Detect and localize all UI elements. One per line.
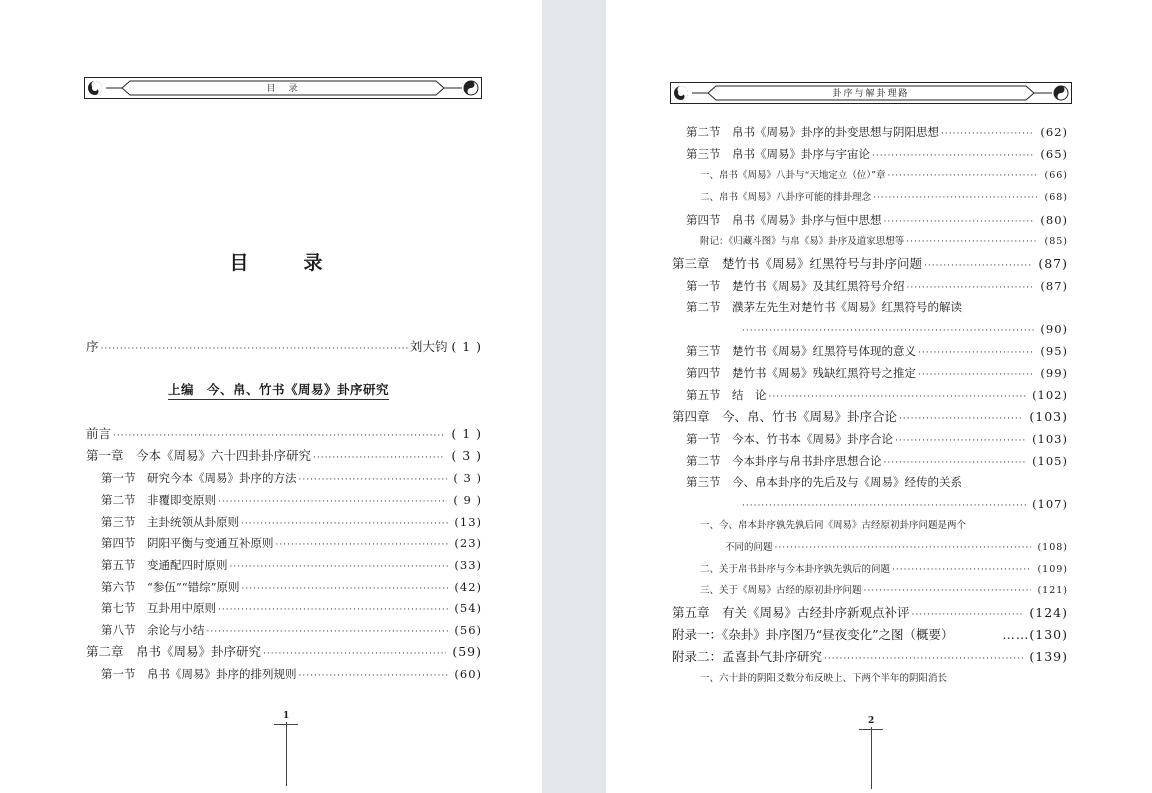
entry-title: 前言 [86, 426, 112, 441]
leader-dots [872, 146, 1034, 166]
entry-title: 第四章 今、帛、竹书《周易》卦序合论 [672, 409, 898, 424]
page-ref: (54) [454, 601, 482, 615]
entry-title: 附录一：《杂卦》卦序图乃“昼夜变化”之图（概要） [672, 627, 954, 642]
leader-dots [299, 666, 449, 686]
entry-title: 第一章 今本《周易》六十四卦卦序研究 [86, 448, 312, 463]
page-ref: (107) [1032, 497, 1068, 511]
leader-dots [864, 581, 1032, 601]
page-ref: (13) [454, 515, 482, 529]
entry-title: 第二节 濮茅左先生对楚竹书《周易》红黑符号的解读 [686, 300, 962, 314]
leader-dots [276, 535, 449, 555]
page-ref: (108) [1037, 542, 1068, 553]
page-ref: (87) [1040, 279, 1068, 293]
toc-preface[interactable] [86, 337, 482, 357]
leader-dots [884, 212, 1035, 232]
page-ref: (62) [1040, 125, 1068, 139]
page-ref: ( 1 ) [451, 426, 482, 441]
entry-title: 第二章 帛书《周易》卦序研究 [86, 644, 262, 659]
entry-title: 第六节 “参伍”“错综”原则 [101, 580, 240, 594]
left-page [0, 0, 542, 793]
entry-title: 一、今、帛本卦序孰先孰后同《周易》古经原初卦序问题是两个 [700, 520, 967, 531]
toc-entry[interactable] [686, 144, 1068, 164]
entry-title: 第四节 帛书《周易》卦序与恒中思想 [686, 213, 882, 227]
page-ref: ( 9 ) [453, 493, 482, 507]
page-ref: (109) [1037, 564, 1068, 575]
leader-dots [775, 538, 1032, 558]
toc-entry[interactable] [672, 625, 1068, 645]
entry-title: 第三章 楚竹书《周易》红黑符号与卦序问题 [672, 256, 923, 271]
toc-entry[interactable] [700, 166, 1068, 186]
leader-dots [941, 124, 1034, 144]
entry-title: 第四节 楚竹书《周易》残缺红黑符号之推定 [686, 366, 916, 380]
page-ref: (102) [1032, 388, 1068, 402]
page-ref: (121) [1037, 585, 1068, 596]
toc-entry[interactable] [700, 188, 1068, 208]
toc-entry[interactable] [686, 122, 1068, 142]
page-ref: (42) [454, 580, 482, 594]
preface-title: 序 [86, 339, 99, 354]
page-ref: (65) [1040, 147, 1068, 161]
entry-title: 附录二：孟喜卦气卦序研究 [672, 649, 823, 664]
toc-entry[interactable] [672, 254, 1068, 274]
toc-entry[interactable] [101, 533, 482, 553]
leader-dots [242, 579, 449, 599]
toc-entry[interactable] [686, 429, 1068, 449]
toc-entry[interactable] [700, 232, 1068, 252]
toc-entry-continuation[interactable] [740, 319, 1068, 339]
page-mark [286, 722, 287, 786]
page-mark [871, 727, 872, 789]
right-page [606, 0, 1152, 793]
toc-entry-continuation[interactable] [725, 538, 1068, 558]
page-ref: (87) [1038, 256, 1068, 271]
entry-title: 二、关于帛书卦序与今本卦序孰先孰后的问题 [700, 564, 891, 575]
page-ref: (95) [1040, 344, 1068, 358]
toc-entry[interactable] [672, 647, 1068, 667]
leader-dots [899, 409, 1023, 429]
page-ref: (90) [1040, 322, 1068, 336]
leader-dots [892, 560, 1031, 580]
toc-entry[interactable] [700, 516, 966, 536]
toc-entry[interactable] [86, 424, 482, 444]
toc-entry[interactable] [86, 446, 482, 466]
toc-entry[interactable] [686, 472, 962, 492]
leader-dots [230, 557, 449, 577]
entry-title: 第二节 今本卦序与帛书卦序思想合论 [686, 454, 882, 468]
page-ref: (85) [1044, 236, 1068, 247]
part-title: 上编 今、帛、竹书《周易》卦序研究 [168, 380, 389, 400]
toc-entry[interactable] [686, 210, 1068, 230]
page-ref: (66) [1044, 170, 1068, 181]
entry-title: 第五节 变通配四时原则 [101, 558, 228, 572]
leader-dots [263, 644, 446, 664]
leader-dots [824, 649, 1023, 669]
toc-entry[interactable] [700, 581, 1068, 601]
leader-dots [918, 343, 1034, 363]
toc-entry[interactable] [101, 598, 482, 618]
leader-dots [218, 600, 448, 620]
toc-entry-continuation[interactable] [740, 494, 1068, 514]
entry-title: 一、六十卦的阴阳爻数分布反映上、下两个半年的阴阳消长 [700, 673, 948, 684]
page-ref: (139) [1029, 649, 1068, 664]
leader-dots [313, 448, 445, 468]
entry-title: 三、关于《周易》古经的原初卦序问题 [700, 585, 862, 596]
entry-title: 第一节 楚竹书《周易》及其红黑符号介绍 [686, 279, 905, 293]
page-ref: (56) [454, 623, 482, 637]
header-text: 目 录 [266, 84, 300, 94]
page-ref: ……(130) [1002, 627, 1068, 642]
entry-title: 第二节 非覆即变原则 [101, 493, 216, 507]
leader-dots [887, 166, 1038, 186]
toc-entry[interactable] [101, 512, 482, 532]
leader-dots [113, 426, 445, 446]
leader-dots [912, 605, 1024, 625]
leader-dots [742, 496, 1026, 516]
running-header [670, 82, 1072, 104]
leader-dots [884, 453, 1027, 473]
leader-dots [924, 256, 1032, 276]
page-ref: (33) [454, 558, 482, 572]
leader-dots [241, 514, 448, 534]
entry-title: 第四节 阴阳平衡与变通互补原则 [101, 536, 274, 550]
page-ref: ( 3 ) [451, 448, 482, 463]
toc-entry[interactable] [686, 341, 1068, 361]
entry-title: 第一节 帛书《周易》卦序的排列规则 [101, 667, 297, 681]
leader-dots [299, 470, 448, 490]
entry-title: 第五章 有关《周易》古经卦序新观点补评 [672, 605, 910, 620]
entry-title: 第五节 结 论 [686, 388, 767, 402]
entry-title: 第三节 主卦统领从卦原则 [101, 515, 239, 529]
entry-title: 一、帛书《周易》八卦与“天地定立（位）”章 [700, 170, 886, 181]
toc-entry[interactable] [86, 642, 482, 662]
toc-entry[interactable] [101, 468, 482, 488]
page-ref: (59) [452, 644, 482, 659]
entry-title: 不同的问题 [725, 542, 773, 553]
running-header [84, 77, 482, 99]
page-ref: (103) [1032, 432, 1068, 446]
preface-author: 刘大钧 [409, 339, 448, 354]
entry-title: 第三节 楚竹书《周易》红黑符号体现的意义 [686, 344, 916, 358]
leader-dots [907, 278, 1035, 298]
toc-entry[interactable] [672, 407, 1068, 427]
toc-entry[interactable] [700, 560, 1068, 580]
page-ref: (68) [1044, 192, 1068, 203]
toc-entry[interactable] [686, 276, 1068, 296]
toc-entry[interactable] [101, 555, 482, 575]
entry-title: 第七节 互卦用中原则 [101, 601, 216, 615]
page-ref: (99) [1040, 366, 1068, 380]
header-text: 卦序与解卦理路 [832, 89, 910, 99]
page-ref: (103) [1029, 409, 1068, 424]
leader-dots [873, 188, 1038, 208]
leader-dots [207, 622, 449, 642]
page-ref: (80) [1040, 213, 1068, 227]
page-ref: (60) [454, 667, 482, 681]
toc-entry[interactable] [101, 664, 482, 684]
toc-entry[interactable] [101, 577, 482, 597]
page-ref: (105) [1032, 454, 1068, 468]
leader-dots [101, 339, 408, 359]
toc-entry[interactable] [672, 603, 1068, 623]
toc-entry[interactable] [101, 620, 482, 640]
page-ref: ( 3 ) [453, 471, 482, 485]
page-ref: (124) [1029, 605, 1068, 620]
page-ref: ( 1 ) [451, 339, 482, 354]
leader-dots [895, 431, 1026, 451]
toc-entry[interactable] [700, 669, 947, 689]
toc-entry[interactable] [686, 297, 962, 317]
page-title: 目 录 [229, 252, 341, 274]
leader-dots [918, 365, 1034, 385]
entry-title: 第二节 帛书《周易》卦序的卦变思想与阴阳思想 [686, 125, 939, 139]
page-number: 2 [868, 716, 875, 726]
page-number: 1 [283, 711, 290, 721]
entry-title: 第八节 余论与小结 [101, 623, 205, 637]
entry-title: 附记：《归藏斗图》与帛《易》卦序及道家思想等 [700, 236, 905, 247]
entry-title: 第三节 帛书《周易》卦序与宇宙论 [686, 147, 870, 161]
entry-title: 第三节 今、帛本卦序的先后及与《周易》经传的关系 [686, 475, 962, 489]
toc-entry[interactable] [101, 490, 482, 510]
toc-entry[interactable] [686, 451, 1068, 471]
leader-dots [769, 387, 1027, 407]
toc-entry[interactable] [686, 385, 1068, 405]
leader-dots [742, 321, 1034, 341]
entry-title: 二、帛书《周易》八卦序可能的排卦理念 [700, 192, 872, 203]
entry-title: 第一节 今本、竹书本《周易》卦序合论 [686, 432, 893, 446]
leader-dots [218, 492, 447, 512]
entry-title: 第一节 研究今本《周易》卦序的方法 [101, 471, 297, 485]
leader-dots [906, 232, 1038, 252]
page-ref: (23) [454, 536, 482, 550]
toc-entry[interactable] [686, 363, 1068, 383]
